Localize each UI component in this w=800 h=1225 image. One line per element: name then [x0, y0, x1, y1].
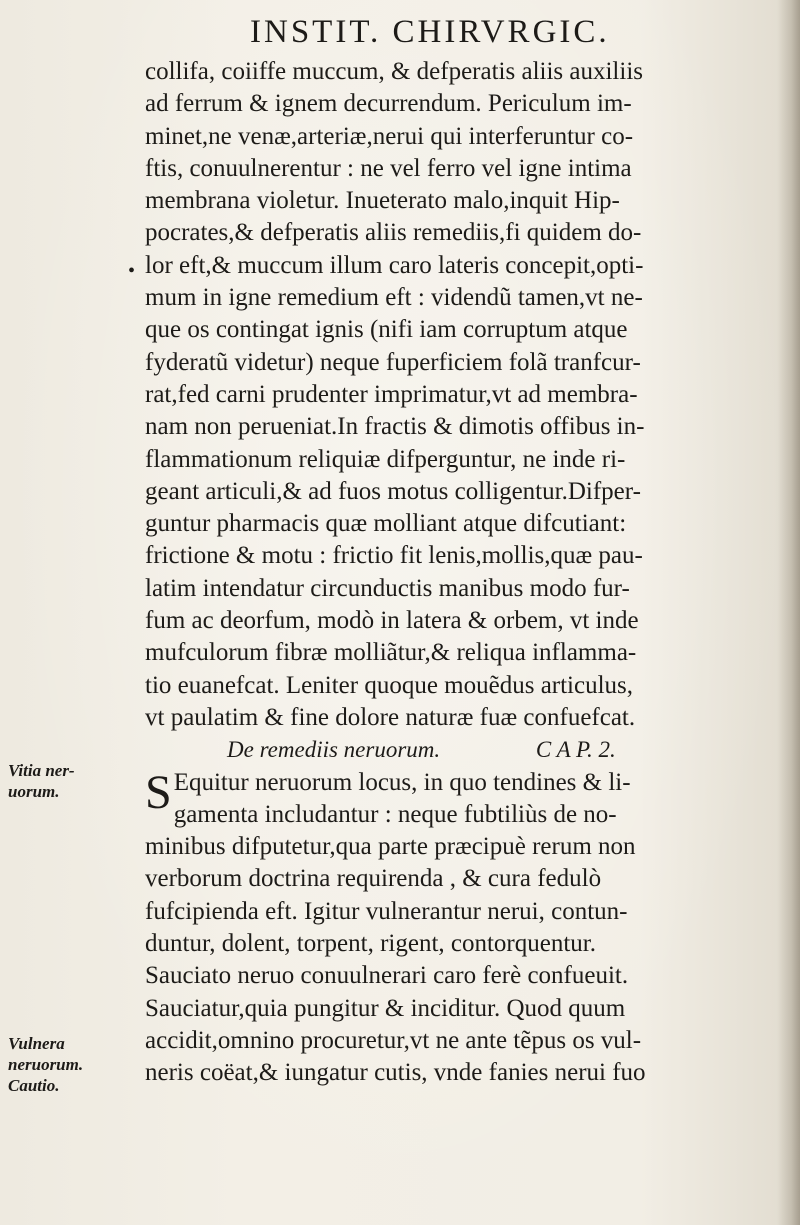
chapter-title: De remediis neruorum.	[227, 737, 441, 763]
text-line: Equitur neruorum locus, in quo tendines & li-	[173, 768, 631, 796]
text-line: mum in igne remedium eft : videndũ tamen,vt ne-	[145, 284, 643, 312]
text-line: fyderatũ videtur) neque fuperficiem folã tranfcur-	[145, 348, 641, 376]
text-line: ftis, conuulnerentur : ne vel ferro vel igne intima	[145, 154, 632, 182]
text-line: nam non perueniat.In fractis & dimotis offibus in-	[145, 413, 645, 441]
chapter-number: C A P. 2.	[535, 737, 616, 763]
text-line: accidit,omnino procuretur,vt ne ante tẽpus os vul-	[145, 1026, 642, 1054]
chapter-heading	[145, 734, 785, 766]
text-line: vt paulatim & fine dolore naturæ fuæ confuefcat.	[145, 703, 636, 731]
margin-note-line: Cautio.	[8, 1076, 60, 1095]
margin-note-vitia	[8, 760, 75, 802]
text-line: que os contingat ignis (nifi iam corruptum atque	[145, 316, 628, 344]
text-line: membrana violetur. Inueterato malo,inquit Hip-	[145, 187, 620, 215]
margin-note-line: Vulnera	[8, 1034, 65, 1053]
text-line: gamenta includantur : neque fubtiliùs de no-	[173, 800, 617, 828]
text-line: neris coëat,& iungatur cutis, vnde fanies nerui fuo	[145, 1059, 646, 1087]
drop-capital: S	[145, 765, 172, 819]
text-line: latim intendatur circunductis manibus modo fur-	[145, 574, 630, 602]
text-line: lor eft,& muccum illum caro lateris concepit,opti-	[145, 251, 644, 279]
text-line: Sauciato neruo conuulnerari caro ferè confueuit.	[145, 962, 629, 990]
running-head: INSTIT. CHIRVRGIC.	[250, 14, 610, 50]
text-line: guntur pharmacis quæ molliant atque difcutiant:	[145, 510, 627, 538]
text-line: geant articuli,& ad fuos motus colligentur.Difper-	[145, 477, 641, 505]
text-line: frictione & motu : frictio fit lenis,mollis,quæ pau-	[145, 542, 643, 570]
text-line: fum ac deorfum, modò in latera & orbem, vt inde	[145, 607, 639, 635]
text-line: pocrates,& defperatis aliis remediis,fi quidem do-	[145, 219, 642, 247]
text-line: tio euanefcat. Leniter quoque mouẽdus articulus,	[145, 671, 634, 699]
text-line: minibus difputetur,qua parte præcipuè rerum non	[145, 833, 636, 861]
main-text-block	[145, 56, 785, 1090]
dropcap-paragraph-start	[145, 767, 785, 832]
text-line: duntur, dolent, torpent, rigent, contorquentur.	[145, 930, 596, 958]
text-line: flammationum reliquiæ difperguntur, ne inde ri-	[145, 445, 626, 473]
text-line: mufculorum fibræ molliãtur,& reliqua inflamma-	[145, 639, 637, 667]
margin-note-vulnera	[8, 1033, 83, 1096]
margin-note-line: uorum.	[8, 782, 60, 801]
text-line: rat,fed carni prudenter imprimatur,vt ad membra-	[145, 380, 638, 408]
text-line: Sauciatur,quia pungitur & inciditur. Quod quum	[145, 994, 626, 1022]
text-line: collifa, coiiffe muccum, & defperatis aliis auxiliis	[145, 58, 643, 85]
paragraph-marker: •	[128, 260, 136, 282]
margin-note-line: neruorum.	[8, 1055, 84, 1074]
text-line: fufcipienda eft. Igitur vulnerantur nerui, contun-	[145, 897, 628, 925]
text-line: ad ferrum & ignem decurrendum. Periculum im-	[145, 90, 632, 118]
margin-note-line: Vitia ner-	[8, 761, 75, 780]
text-line: minet,ne venæ,arteriæ,nerui qui interferuntur co-	[145, 122, 634, 150]
text-line: verborum doctrina requirenda , & cura fedulò	[145, 865, 602, 893]
